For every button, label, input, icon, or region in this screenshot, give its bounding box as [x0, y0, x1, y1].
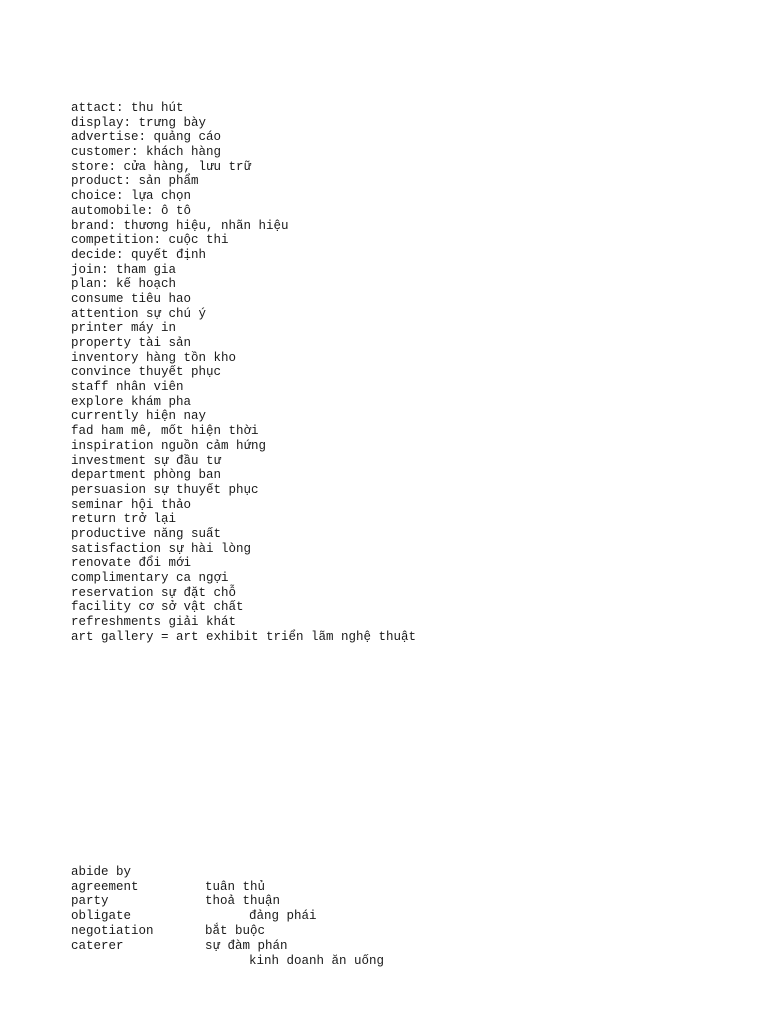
vocabulary-list	[71, 101, 416, 644]
vocab-line: fad ham mê, mốt hiện thời	[71, 424, 259, 439]
meaning: sự đàm phán	[205, 938, 288, 953]
vocab-line: decide: quyết định	[71, 247, 207, 262]
vocab-line: seminar hội thảo	[71, 497, 192, 512]
vocab-line: facility cơ sở vật chất	[71, 600, 244, 615]
vocab-line: reservation sự đặt chỗ	[71, 585, 237, 600]
vocab-line: currently hiện nay	[71, 409, 207, 424]
vocab-line: investment sự đầu tư	[71, 453, 222, 468]
vocab-line: attact: thu hút	[71, 101, 184, 115]
vocab-line: staff nhân viên	[71, 380, 184, 395]
vocab-line: inventory hàng tồn kho	[71, 350, 237, 365]
term: agreement	[71, 879, 139, 894]
term: party	[71, 894, 109, 909]
vocab-line: printer máy in	[71, 321, 177, 336]
term: obligate	[71, 909, 132, 924]
vocab-line: plan: kế hoạch	[71, 277, 177, 292]
vocab-line: complimentary ca ngợi	[71, 571, 229, 585]
vocab-line: store: cửa hàng, lưu trữ	[71, 159, 252, 174]
vocab-line: satisfaction sự hài lòng	[71, 541, 252, 556]
meaning: thoả thuận	[205, 894, 281, 909]
vocab-line: productive năng suất	[71, 526, 222, 541]
vocab-line: department phòng ban	[71, 468, 222, 483]
meaning: đảng phái	[249, 909, 317, 924]
vocab-line: customer: khách hàng	[71, 145, 222, 160]
vocab-line: property tài sản	[71, 336, 192, 350]
vocab-line: product: sản phẩm	[71, 174, 199, 189]
vocab-line: automobile: ô tô	[71, 203, 192, 218]
term: caterer	[71, 938, 124, 953]
vocab-line: explore khám pha	[71, 394, 192, 409]
vocab-line: persuasion sự thuyết phục	[71, 482, 259, 497]
vocab-line: display: trưng bày	[71, 115, 207, 130]
vocab-line: choice: lựa chọn	[71, 189, 192, 204]
vocab-line: refreshments giải khát	[71, 615, 237, 630]
vocab-line: art gallery = art exhibit triển lãm nghệ thuật	[71, 629, 417, 644]
vocab-line: consume tiêu hao	[71, 291, 192, 306]
vocab-line: brand: thương hiệu, nhãn hiệu	[71, 218, 289, 233]
vocab-line: renovate đổi mới	[71, 556, 192, 571]
meaning: kinh doanh ăn uống	[249, 953, 385, 968]
meaning: bắt buộc	[205, 923, 266, 938]
vocab-line: convince thuyết phục	[71, 365, 222, 380]
term-meaning-list	[71, 850, 385, 968]
vocab-line: return trở lại	[71, 512, 177, 527]
vocab-line: join: tham gia	[71, 262, 177, 277]
term: negotiation	[71, 923, 154, 938]
vocab-line: inspiration nguồn cảm hứng	[71, 438, 267, 453]
vocab-line: advertise: quảng cáo	[71, 130, 222, 145]
vocab-line: competition: cuộc thi	[71, 233, 229, 248]
vocab-line: attention sự chú ý	[71, 306, 207, 321]
term: abide by	[71, 864, 132, 879]
meaning: tuân thủ	[205, 879, 266, 894]
